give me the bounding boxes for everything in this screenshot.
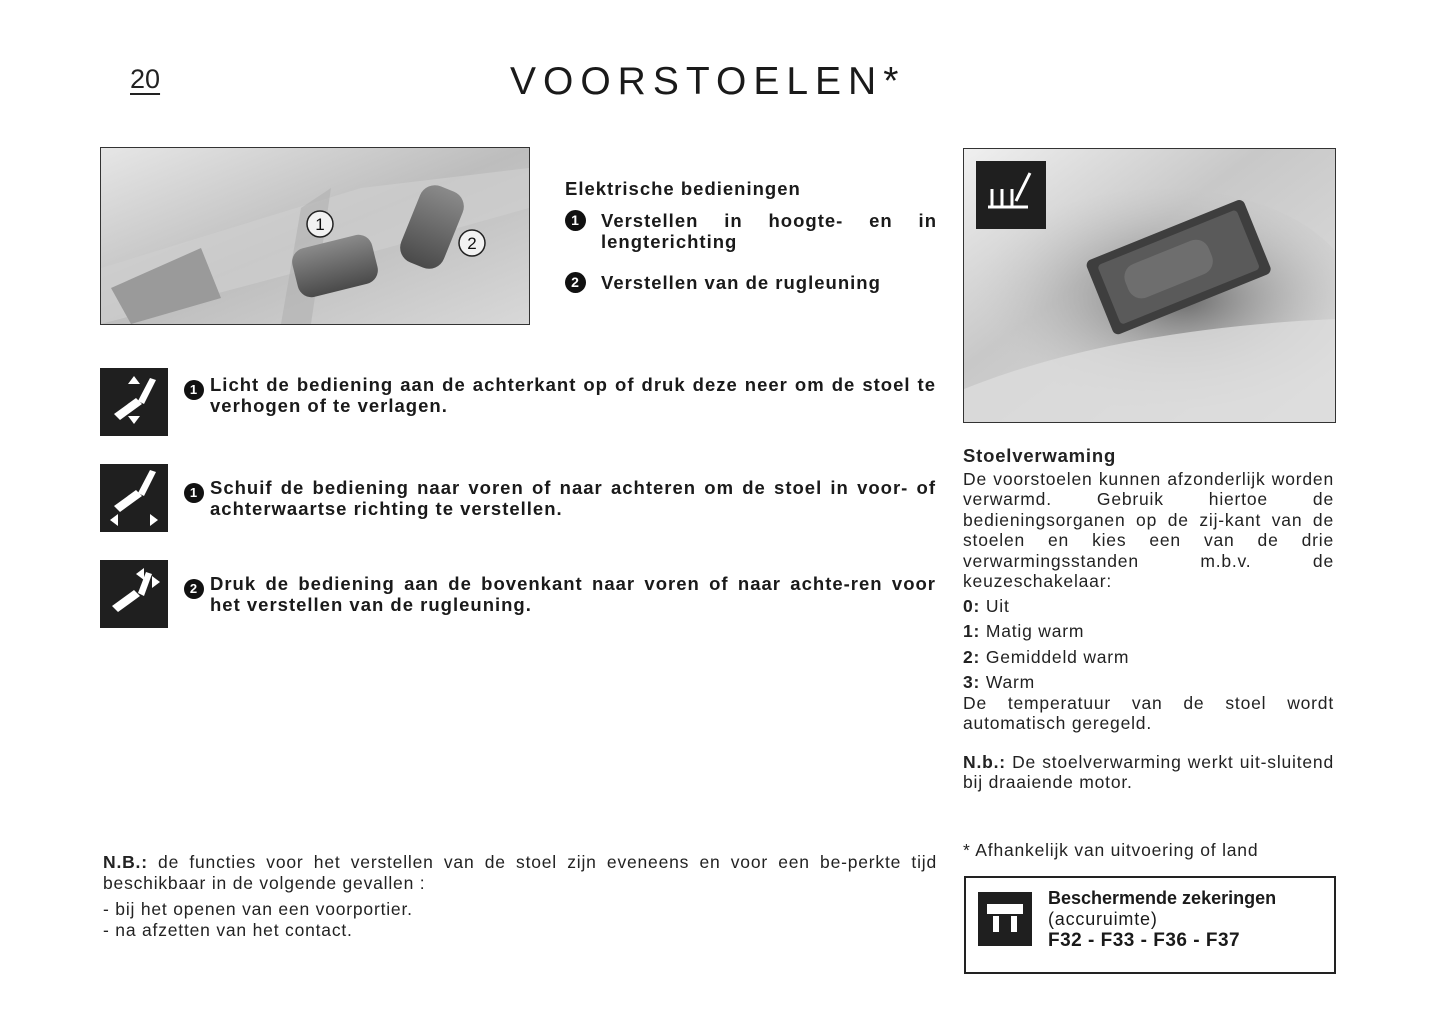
electric-item-text: Verstellen in hoogte- en in lengterichting	[601, 210, 937, 252]
note-bullet: - na afzetten van het contact.	[103, 919, 353, 940]
number-2-icon: 2	[565, 272, 586, 293]
seat-height-icon	[100, 368, 168, 436]
seat-recline-icon	[100, 560, 168, 628]
instruction-text: Druk de bediening aan de bovenkant naar voren of naar achte-ren voor het verstellen van de rugleuning.	[210, 573, 936, 615]
availability-note	[103, 852, 937, 940]
electric-controls-heading: Elektrische bedieningen	[565, 178, 801, 199]
heating-level: 3: Warm	[963, 672, 1036, 692]
number-2-icon: 2	[184, 579, 204, 599]
page-title: VOORSTOELEN*	[510, 60, 906, 103]
heating-auto-text: De temperatuur van de stoel wordt automatisch geregeld.	[963, 692, 1334, 733]
number-1-icon: 1	[565, 210, 586, 231]
fuse-location: (accuruimte)	[1048, 909, 1158, 929]
heating-level: 0: Uit	[963, 595, 1010, 616]
note-text: de functies voor het verstellen van de stoel zijn eveneens en voor een be-perkte tijd beschikbaar in de volgende gevallen :	[103, 852, 937, 893]
heating-heading: Stoelverwaming	[963, 445, 1117, 466]
instruction-text: Licht de bediening aan de achterkant op of druk deze neer om de stoel te verhogen of te verlagen.	[210, 374, 936, 416]
callout-1: 1	[315, 215, 325, 234]
instruction-height	[184, 374, 936, 418]
instruction-text: Schuif de bediening naar voren of naar achteren om de stoel in voor- of achterwaartse richting te verstellen.	[210, 477, 936, 519]
seat-slide-icon	[100, 464, 168, 532]
electric-item-backrest	[565, 272, 937, 294]
page-number: 20	[130, 64, 161, 94]
electric-item-text: Verstellen van de rugleuning	[601, 272, 881, 293]
instruction-recline	[184, 573, 936, 617]
fuse-codes: F32 - F33 - F36 - F37	[1048, 930, 1241, 951]
heating-level: 2: Gemiddeld warm	[963, 646, 1130, 667]
note-label: N.B.:	[103, 852, 148, 872]
note-bullet: - bij het openen van een voorportier.	[103, 899, 413, 919]
seat-controls-photo	[100, 147, 530, 325]
instruction-slide	[184, 477, 936, 521]
seat-heating-photo	[963, 148, 1336, 423]
electric-item-height	[565, 210, 937, 254]
fuse-info-box	[964, 876, 1336, 974]
footnote: * Afhankelijk van uitvoering of land	[963, 840, 1259, 860]
heating-intro: De voorstoelen kunnen afzonderlijk worden verwarmd. Gebruik hiertoe de bedieningsorganen op de zij-kant van de stoelen en kies een van de drie verwarmingsstanden m.b.v. de keuzeschakelaar:	[963, 468, 1334, 591]
callout-2: 2	[467, 234, 477, 253]
number-1-icon: 1	[184, 483, 204, 503]
fuse-icon	[978, 892, 1032, 946]
heating-level: 1: Matig warm	[963, 621, 1085, 641]
heating-note: N.b.: De stoelverwarming werkt uit-sluitend bij draaiende motor.	[963, 751, 1334, 792]
number-1-icon: 1	[184, 380, 204, 400]
fuse-title: Beschermende zekeringen	[1048, 888, 1277, 908]
seat-heating-section	[963, 446, 1334, 793]
